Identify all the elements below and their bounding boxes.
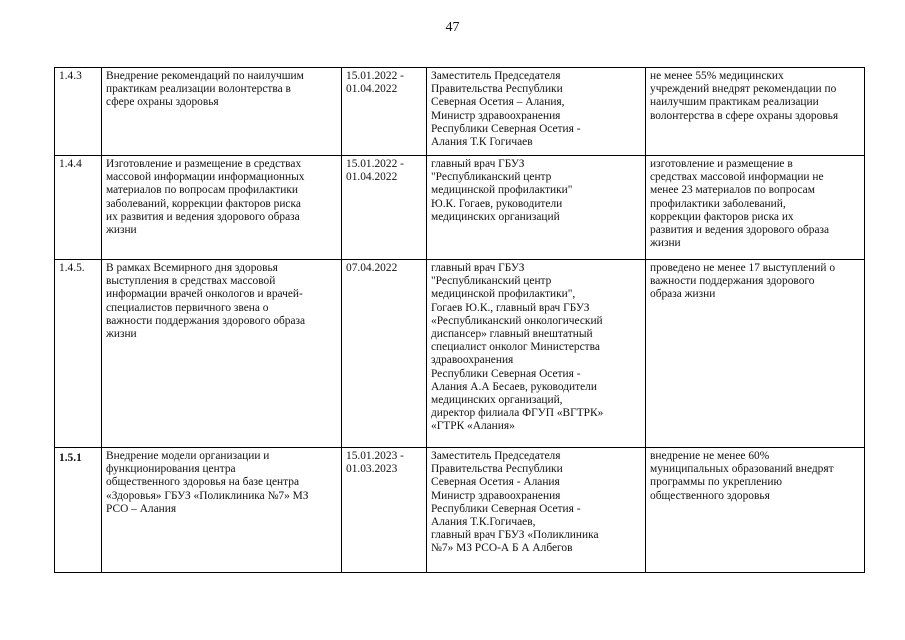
activity-cell-line: их развития и ведения здорового образа bbox=[106, 210, 300, 223]
activity-cell bbox=[102, 448, 342, 573]
responsible-cell-line: директор филиала ФГУП «ВГТРК» bbox=[431, 407, 604, 420]
page-number: 47 bbox=[445, 20, 460, 35]
result-cell-line: не менее 55% медицинских bbox=[650, 70, 784, 82]
result-cell-line: наилучшим практикам реализации bbox=[650, 96, 819, 109]
table-row bbox=[55, 68, 865, 156]
responsible-cell-line: Республики Северная Осетия - bbox=[431, 367, 581, 380]
result-cell-line: жизни bbox=[650, 237, 681, 250]
responsible-cell bbox=[427, 448, 646, 573]
activity-cell-line: общественного здоровья на базе центра bbox=[106, 476, 300, 489]
responsible-cell-line: №7» МЗ РСО-А Б А Албегов bbox=[431, 542, 573, 555]
dates-cell bbox=[342, 68, 427, 156]
result-cell bbox=[646, 448, 865, 573]
responsible-cell-line: Правительства Республики bbox=[431, 83, 563, 96]
activity-cell-line: практикам реализации волонтерства в bbox=[106, 83, 291, 96]
result-cell-line: образа жизни bbox=[650, 288, 716, 301]
activity-cell-line: заболеваний, коррекции факторов риска bbox=[106, 197, 301, 210]
result-cell-line: менее 23 материалов по вопросам bbox=[650, 184, 815, 197]
responsible-cell-line: главный врач ГБУЗ bbox=[431, 158, 525, 170]
activity-cell bbox=[102, 156, 342, 260]
responsible-cell-line: медицинских организаций bbox=[431, 210, 560, 223]
responsible-cell-line: Министр здравоохранения bbox=[431, 109, 561, 122]
activity-cell-line: жизни bbox=[106, 328, 137, 341]
activity-cell-line: материалов по вопросам профилактики bbox=[106, 184, 298, 197]
activity-cell-line: выступления в средствах массовой bbox=[106, 275, 276, 288]
activity-cell-line: функционирования центра bbox=[106, 463, 236, 476]
responsible-cell-line: диспансер» главный внештатный bbox=[431, 328, 593, 341]
activity-cell-line: «Здоровья» ГБУЗ «Поликлиника №7» МЗ bbox=[106, 489, 309, 502]
responsible-cell-line: медицинской профилактики", bbox=[431, 288, 576, 301]
activity-cell-line: Изготовление и размещение в средствах bbox=[106, 158, 302, 170]
responsible-cell-line: медицинских организаций, bbox=[431, 394, 563, 407]
table-row bbox=[55, 156, 865, 260]
responsible-cell-line: Гогаев Ю.К., главный врач ГБУЗ bbox=[431, 301, 590, 314]
responsible-cell-line: "Республиканский центр bbox=[431, 275, 552, 288]
activity-cell-line: В рамках Всемирного дня здоровья bbox=[106, 262, 278, 274]
dates-cell-line: 01.04.2022 bbox=[346, 83, 398, 96]
dates-cell-line: 01.04.2022 bbox=[346, 171, 398, 184]
item-number: 1.4.3 bbox=[55, 68, 102, 156]
result-cell bbox=[646, 68, 865, 156]
responsible-cell-line: Республики Северная Осетия - bbox=[431, 502, 581, 515]
result-cell-line: изготовление и размещение в bbox=[650, 158, 793, 170]
responsible-cell-line: Алания Т.К.Гогичаев, bbox=[431, 516, 536, 529]
result-cell-line: коррекции факторов риска их bbox=[650, 210, 794, 223]
table-row bbox=[55, 448, 865, 573]
responsible-cell-line: Правительства Республики bbox=[431, 463, 563, 476]
activity-cell-line: жизни bbox=[106, 224, 137, 237]
result-cell-line: учреждений внедрят рекомендации по bbox=[650, 83, 837, 96]
activity-cell-line: Внедрение рекомендаций по наилучшим bbox=[106, 70, 304, 82]
result-cell bbox=[646, 260, 865, 448]
dates-cell-line: 01.03.2023 bbox=[346, 463, 398, 476]
responsible-cell-line: Алания Т.К Гогичаев bbox=[431, 136, 533, 149]
responsible-cell-line: главный врач ГБУЗ bbox=[431, 262, 525, 274]
responsible-cell-line: специалист онколог Министерства bbox=[431, 341, 600, 354]
item-number: 1.5.1 bbox=[55, 448, 102, 573]
dates-cell-line: 15.01.2022 - bbox=[346, 158, 404, 170]
result-cell-line: проведено не менее 17 выступлений о bbox=[650, 262, 836, 274]
responsible-cell-line: Ю.К. Гогаев, руководители bbox=[431, 197, 563, 210]
result-cell bbox=[646, 156, 865, 260]
item-number: 1.4.5. bbox=[55, 260, 102, 448]
responsible-cell bbox=[427, 68, 646, 156]
result-cell-line: профилактики заболеваний, bbox=[650, 197, 786, 210]
activity-cell bbox=[102, 68, 342, 156]
dates-cell bbox=[342, 156, 427, 260]
result-cell-line: внедрение не менее 60% bbox=[650, 450, 770, 462]
activity-cell-line: сфере охраны здоровья bbox=[106, 96, 219, 109]
responsible-cell-line: Министр здравоохранения bbox=[431, 489, 561, 502]
activity-cell bbox=[102, 260, 342, 448]
activity-cell-line: важности поддержания здорового образа bbox=[106, 314, 306, 327]
activity-cell-line: Внедрение модели организации и bbox=[106, 450, 270, 462]
dates-cell bbox=[342, 448, 427, 573]
activity-cell-line: информации врачей онкологов и врачей- bbox=[106, 288, 303, 301]
responsible-cell-line: Алания А.А Бесаев, руководители bbox=[431, 380, 597, 393]
dates-cell-line: 15.01.2022 - bbox=[346, 70, 404, 82]
responsible-cell-line: "Республиканский центр bbox=[431, 171, 552, 184]
activity-cell-line: специалистов первичного звена о bbox=[106, 301, 269, 314]
responsible-cell-line: Северная Осетия - Алания bbox=[431, 476, 560, 489]
dates-cell bbox=[342, 260, 427, 448]
dates-cell-line: 07.04.2022 bbox=[346, 262, 398, 274]
responsible-cell-line: Республики Северная Осетия - bbox=[431, 122, 581, 135]
responsible-cell-line: главный врач ГБУЗ «Поликлиника bbox=[431, 529, 599, 542]
result-cell-line: развития и ведения здорового образа bbox=[650, 224, 830, 237]
dates-cell-line: 15.01.2023 - bbox=[346, 450, 404, 462]
responsible-cell bbox=[427, 260, 646, 448]
result-cell-line: волонтерства в сфере охраны здоровья bbox=[650, 109, 839, 122]
activity-cell-line: РСО – Алания bbox=[106, 502, 177, 515]
item-number: 1.4.4 bbox=[55, 156, 102, 260]
result-cell-line: общественного здоровья bbox=[650, 489, 770, 502]
responsible-cell-line: Заместитель Председателя bbox=[431, 70, 561, 82]
responsible-cell bbox=[427, 156, 646, 260]
activity-cell-line: массовой информации информационных bbox=[106, 171, 305, 184]
responsible-cell-line: «Республиканский онкологический bbox=[431, 314, 603, 327]
responsible-cell-line: медицинской профилактики" bbox=[431, 184, 573, 197]
responsible-cell-line: Заместитель Председателя bbox=[431, 450, 561, 462]
responsible-cell-line: «ГТРК «Алания» bbox=[431, 420, 515, 433]
result-cell-line: муниципальных образований внедрят bbox=[650, 463, 834, 476]
activities-table bbox=[54, 67, 865, 573]
result-cell-line: программы по укреплению bbox=[650, 476, 782, 489]
result-cell-line: важности поддержания здорового bbox=[650, 275, 815, 288]
responsible-cell-line: Северная Осетия – Алания, bbox=[431, 96, 565, 109]
table-row bbox=[55, 260, 865, 448]
result-cell-line: средствах массовой информации не bbox=[650, 171, 824, 184]
responsible-cell-line: здравоохранения bbox=[431, 354, 514, 367]
